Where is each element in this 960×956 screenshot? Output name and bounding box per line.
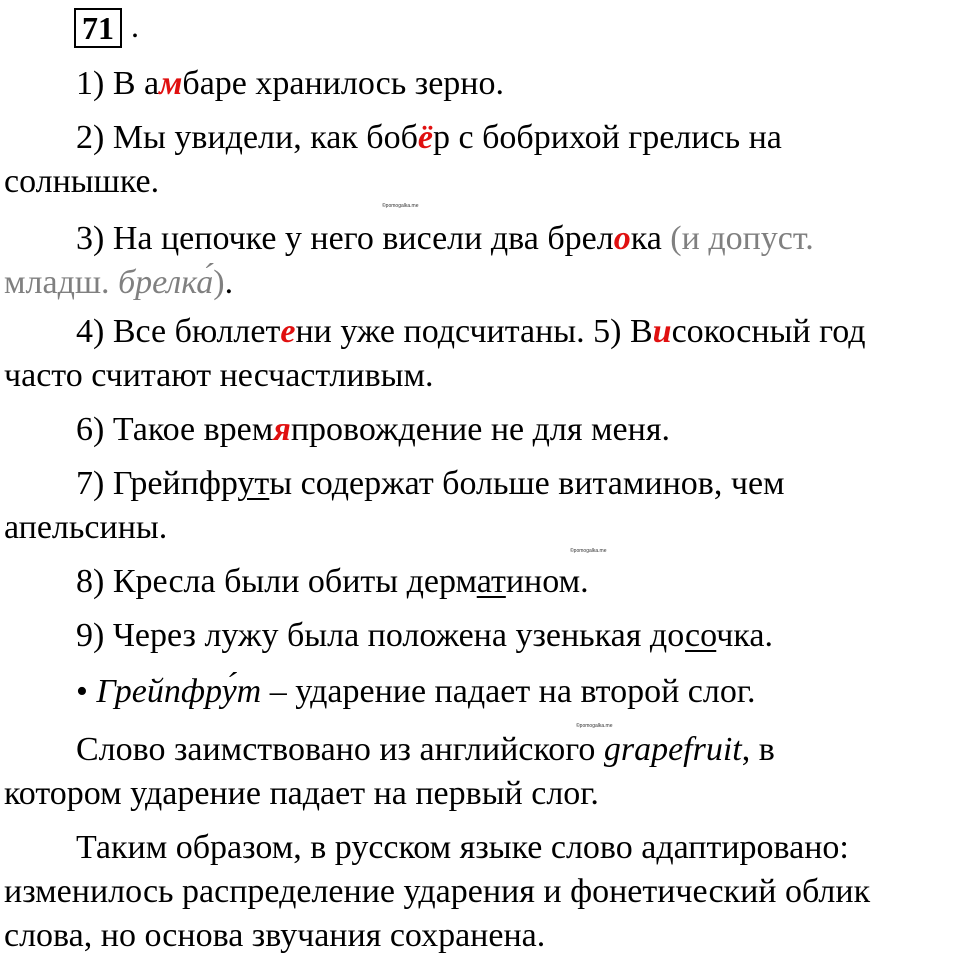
text-part: апельсины.	[4, 509, 168, 546]
sentence-2	[76, 118, 782, 158]
sentence-4-5	[76, 312, 866, 352]
text-part: чка.	[716, 617, 773, 654]
text-part: солнышке.	[4, 163, 160, 200]
text-part: ином.	[505, 563, 589, 600]
text-part: – ударение падает на второй слог.	[261, 673, 756, 710]
watermark: ©pomogalka.me	[382, 203, 419, 209]
text-part: , в	[741, 731, 775, 768]
sentence-2-cont	[4, 162, 159, 202]
italic-word: grapefruit	[603, 731, 742, 768]
text-part: ка	[630, 220, 671, 257]
sentence-9	[76, 616, 773, 656]
sentence-6	[76, 410, 670, 450]
sentence-8	[76, 562, 589, 602]
text-part: 7) Грейпфр	[76, 465, 238, 502]
exercise-number-dot: .	[131, 8, 139, 44]
note-word: брелка́	[118, 264, 214, 301]
text-part: 8) Кресла были обиты дерм	[76, 563, 477, 600]
text-part: провождение не для меня.	[290, 411, 670, 448]
watermark: ©pomogalka.me	[570, 548, 607, 554]
text-part: сокосный год	[671, 313, 866, 350]
text-part: 2) Мы увидели, как боб	[76, 119, 418, 156]
note-text: (и допуст.	[670, 220, 814, 257]
text-part: 3) На цепочке у него висели два брел	[76, 220, 614, 257]
underlined-letters: ат	[476, 563, 506, 600]
text-part: изменилось распределение ударения и фонетический облик	[4, 873, 871, 910]
highlight-letter: я	[273, 411, 291, 448]
conclusion	[76, 828, 849, 868]
text-part: 4) Все бюллет	[76, 313, 281, 350]
highlight-letter: о	[613, 220, 631, 257]
bullet: •	[76, 673, 97, 710]
highlight-letter: и	[652, 313, 672, 350]
text-part: слова, но основа звучания сохранена.	[4, 917, 546, 954]
text-part: ы содержат больше витаминов, чем	[269, 465, 785, 502]
highlight-letter: е	[280, 313, 296, 350]
text-part: р с бобрихой грелись на	[433, 119, 782, 156]
sentence-3-cont	[4, 263, 233, 303]
sentence-7-cont	[4, 508, 167, 548]
highlight-letter: м	[159, 65, 183, 102]
watermark: ©pomogalka.me	[576, 723, 613, 729]
text-part: .	[224, 264, 234, 301]
highlight-letter: ё	[417, 119, 434, 156]
text-part: Слово заимствовано из английского	[76, 731, 604, 768]
text-part: Таким образом, в русском языке слово адаптировано:	[76, 829, 849, 866]
sentence-7	[76, 464, 785, 504]
text-part: 9) Через лужу была положена узенькая до	[76, 617, 686, 654]
note-text: младш.	[4, 264, 119, 301]
note-text: )	[213, 264, 225, 301]
conclusion-cont-1	[4, 872, 870, 912]
underlined-letters: со	[685, 617, 717, 654]
conclusion-cont-2	[4, 916, 545, 956]
underlined-letters: ут	[237, 465, 270, 502]
italic-word: Грейпфру́т	[96, 673, 262, 710]
text-part: котором ударение падает на первый слог.	[4, 775, 599, 812]
text-part: 6) Такое врем	[76, 411, 274, 448]
etymology-note	[76, 730, 775, 770]
text-part: 1) В а	[76, 65, 160, 102]
text-part: баре хранилось зерно.	[182, 65, 504, 102]
sentence-1	[76, 64, 504, 104]
sentence-5-cont	[4, 356, 433, 396]
text-part: часто считают несчастливым.	[4, 357, 434, 394]
stress-note	[76, 672, 755, 712]
etymology-note-cont	[4, 774, 599, 814]
exercise-number-box: 71	[74, 8, 122, 48]
text-part: ни уже подсчитаны. 5) В	[295, 313, 653, 350]
sentence-3	[76, 219, 814, 259]
